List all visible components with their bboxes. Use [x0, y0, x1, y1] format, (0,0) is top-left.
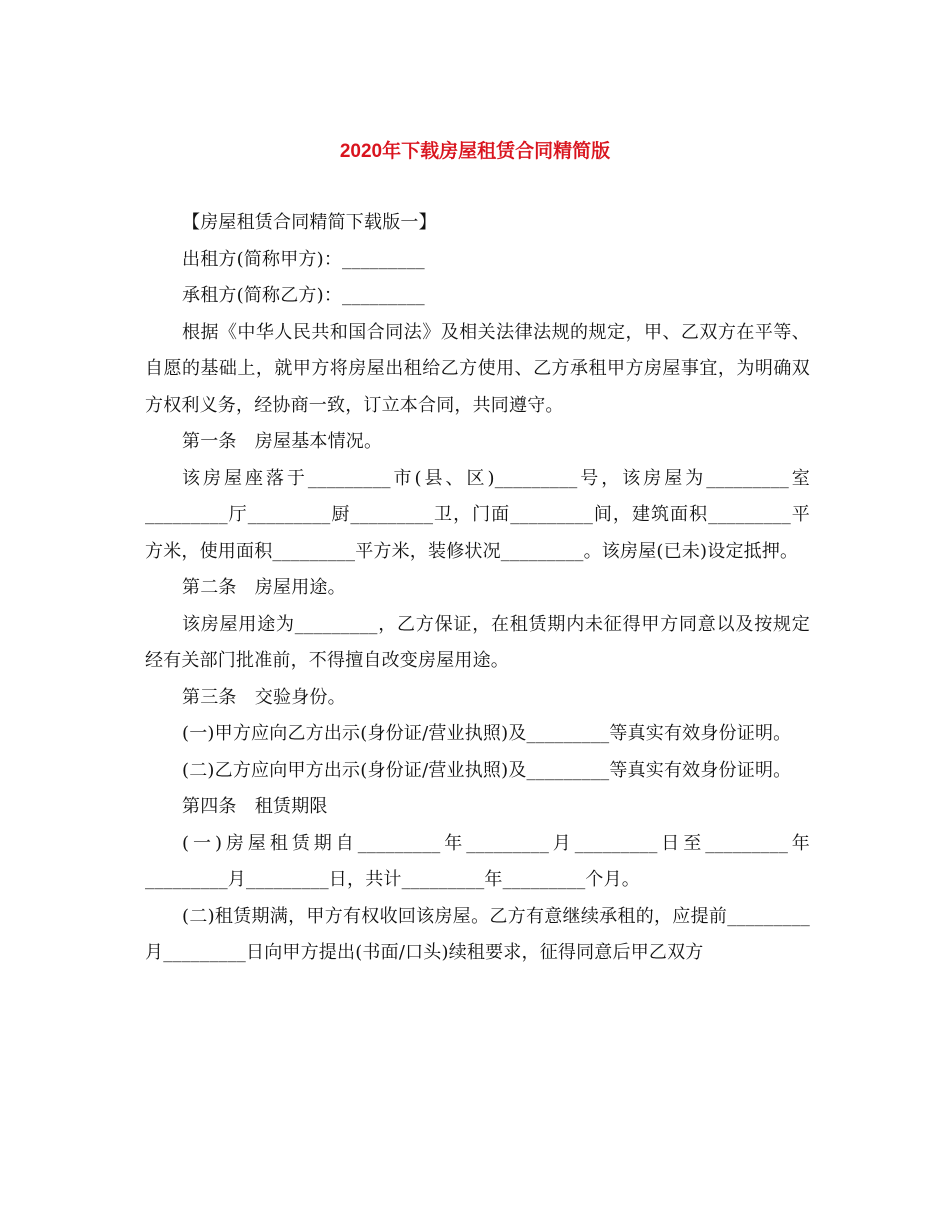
paragraph: (二)乙方应向甲方出示(身份证/营业执照)及_________等真实有效身份证明。 — [182, 759, 792, 781]
paragraph: 第二条 房屋用途。 — [182, 577, 346, 598]
paragraph: (一)甲方应向乙方出示(身份证/营业执照)及_________等真实有效身份证明。 — [182, 723, 792, 744]
paragraph: 该房屋用途为_________，乙方保证，在租赁期内未征得甲方同意以及按规定经有关部门批准前，不得擅自改变房屋用途。 — [145, 613, 810, 671]
paragraph: 承租方(简称乙方)：_________ — [182, 285, 425, 306]
paragraph: (一)房屋租赁期自_________年_________月_________日至_________年_________月_________日，共计_________年_________个月。 — [145, 832, 810, 890]
paragraph: (二)租赁期满，甲方有权收回该房屋。乙方有意继续承租的，应提前_________月_________日向甲方提出(书面/口头)续租要求，征得同意后甲乙双方 — [145, 905, 810, 963]
paragraph: 该房屋座落于_________市(县、区)_________号，该房屋为_________室_________厅_________厨_________卫，门面_________间，建筑面积_________平方米，使用面积_________平方米，装修状况_________。该房屋(已未)设定抵押。 — [145, 467, 810, 562]
paragraph: 第四条 租赁期限 — [182, 796, 328, 817]
paragraph: 根据《中华人民共和国合同法》及相关法律法规的规定，甲、乙双方在平等、自愿的基础上，就甲方将房屋出租给乙方使用、乙方承租甲方房屋事宜，为明确双方权利义务，经协商一致，订立本合同，共同遵守。 — [145, 321, 810, 416]
paragraph: 出租方(简称甲方)：_________ — [182, 248, 425, 270]
paragraph: 【房屋租赁合同精简下载版一】 — [182, 212, 437, 233]
paragraph: 第一条 房屋基本情况。 — [182, 431, 383, 452]
document-body — [145, 205, 810, 972]
paragraph: 第三条 交验身份。 — [182, 686, 346, 708]
document-title: 2020年下载房屋租赁合同精简版 — [339, 141, 611, 162]
